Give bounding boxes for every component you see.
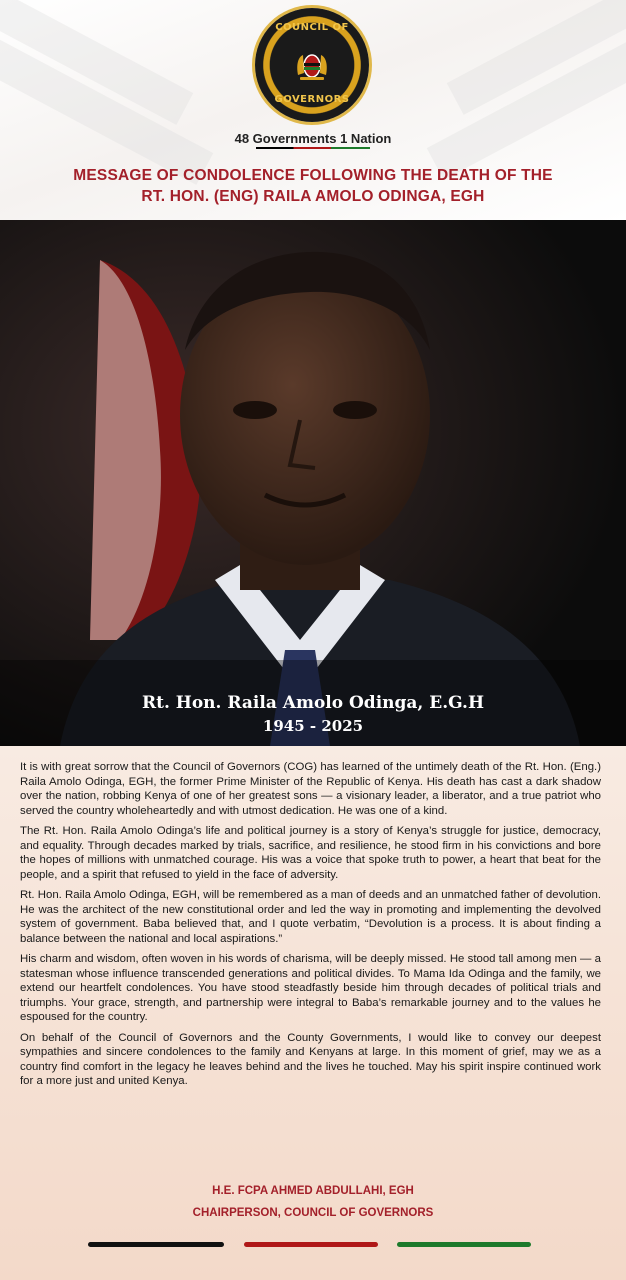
logo-text-top: COUNCIL OF — [275, 22, 349, 33]
flag-bar-green — [397, 1242, 531, 1247]
council-of-governors-logo — [255, 8, 369, 122]
letter-paragraph: The Rt. Hon. Raila Amolo Odinga’s life and political journey is a story of Kenya’s struggle for justice, democracy, and equality. Through decades marked by trials, sacrifice, and resilience, he stood firm in his convictions and bore the hopes of millions with unmatched courage. His was a voice that spoke truth to power, a heart that beat for the people, and a spirit that refused to yield in the face of adversity. — [20, 825, 601, 881]
condolence-letter — [20, 760, 601, 1095]
tagline-underline — [256, 147, 370, 149]
portrait-illustration — [0, 220, 626, 746]
flag-bar-red — [244, 1242, 378, 1247]
header-banner — [0, 0, 626, 220]
headline-line-2: RT. HON. (ENG) RAILA AMOLO ODINGA, EGH — [141, 188, 485, 205]
signatory-title: CHAIRPERSON, COUNCIL OF GOVERNORS — [192, 1207, 434, 1219]
letter-paragraph: It is with great sorrow that the Council of Governors (COG) has learned of the untimely death of the Rt. Hon. (Eng.) Raila Amolo Odinga, EGH, the former Prime Minister of the Republic of Kenya. His death has cast a dark shadow over the nation, robbing Kenya of one of her greatest sons — a visionary leader, a liberator, and a true patriot who served the country wholeheartedly and with utmost dedication. He was one of a kind. — [20, 761, 601, 817]
portrait-caption-years: 1945 - 2025 — [262, 717, 364, 735]
letter-paragraph: His charm and wisdom, often woven in his words of charisma, will be deeply missed. He stood tall among men — a statesman whose influence transcended generations and political divides. To Mama Ida Odinga and the family, we extend our heartfelt condolences. You have stood steadfastly beside him through decades of political trials and triumphs. Your grace, strength, and partnership were integral to Baba’s remarkable journey and to the values he espoused for the country. — [20, 953, 601, 1023]
flag-bar-black — [88, 1242, 224, 1247]
headline-line-1: MESSAGE OF CONDOLENCE FOLLOWING THE DEATH OF THE — [73, 167, 553, 184]
letter-paragraph: On behalf of the Council of Governors and the County Governments, I would like to convey our deepest sympathies and sincere condolences to the family and Kenyans at large. In this moment of grief, may we as a country find comfort in the legacy he leaves behind and the lives he touched. May his spirit inspire continued work for a more just and united Kenya. — [20, 1031, 601, 1087]
page-title — [20, 165, 606, 207]
tagline: 48 Governments 1 Nation — [234, 131, 392, 146]
letter-paragraph: Rt. Hon. Raila Amolo Odinga, EGH, will be remembered as a man of deeds and an unmatched father of devolution. He was the architect of the new constitutional order and led the way in promoting and implementing the devolved system of government. Baba believed that, and I quote verbatim, “Devolution is a process. It is about finding a balance between the national and local aspirations.” — [20, 889, 601, 945]
logo-text-bottom: GOVERNORS — [274, 94, 350, 105]
signatory-name: H.E. FCPA AHMED ABDULLAHI, EGH — [212, 1185, 414, 1197]
coat-of-arms-icon — [292, 45, 332, 85]
portrait-caption-name: Rt. Hon. Raila Amolo Odinga, E.G.H — [141, 693, 485, 713]
portrait-photo — [0, 220, 626, 746]
